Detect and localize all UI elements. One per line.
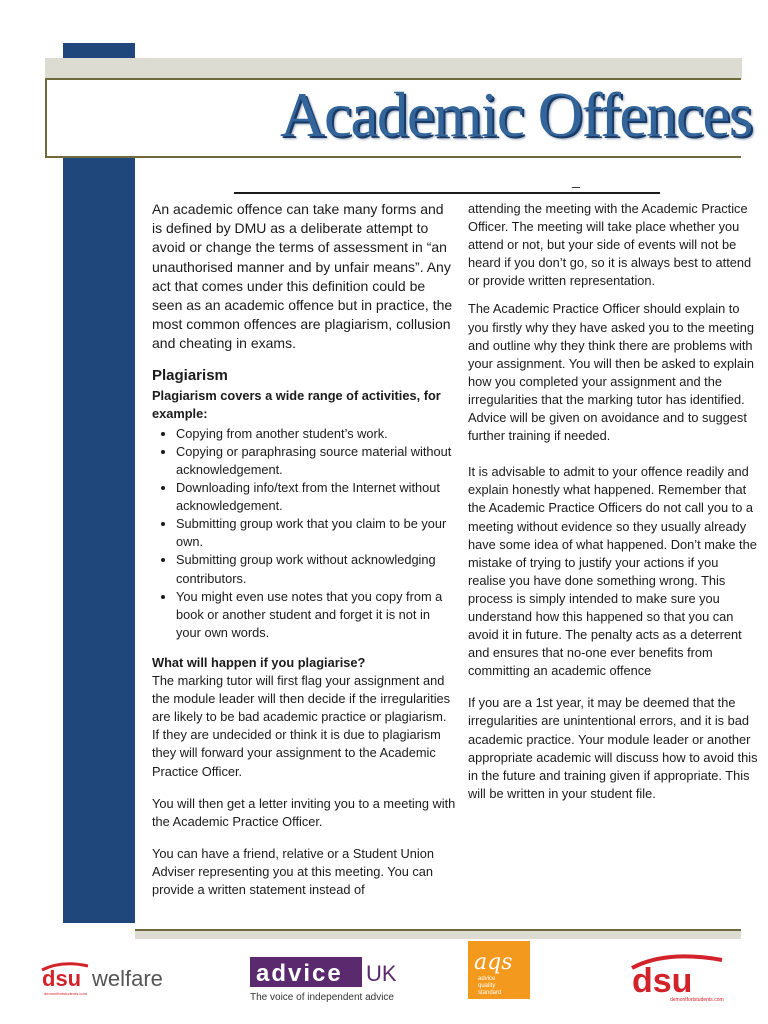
list-item: • You might even use notes that you copy from a book or another student and forget it is not in your own words. (176, 588, 457, 642)
aqs-line: quality (478, 983, 496, 989)
aqs-mark: aqs (474, 950, 513, 975)
left-paragraph-3: You can have a friend, relative or a Student Union Adviser representing you at this meeting. You can provide a written statement instead of (152, 845, 434, 897)
bottom-strip (135, 931, 741, 939)
left-paragraph-2: You will then get a letter inviting you to a meeting with the Academic Practice Officer. (152, 795, 456, 829)
welfare-mark: welfare (92, 966, 163, 991)
right-paragraph-2: The Academic Practice Officer should explain to you firstly why they have asked you to the meeting and outline why they think there are problems with your assignment. You will then be asked to explain how you completed your assignment and the irregularities that the marking tutor has identified. Advice will be given on avoidance and to suggest further training if needed. (468, 301, 754, 444)
list-item: • Submitting group work without acknowledging contributors. (176, 551, 457, 587)
list-item: • Copying from another student’s work. (176, 425, 457, 443)
what-happens-heading: What will happen if you plagiarise? (152, 654, 366, 670)
intro-paragraph: An academic offence can take many forms and is defined by DMU as a deliberate attempt to avoid or change the terms of assessment in “an unauthorised manner and by unfair means”. Any act that comes under this definition could be seen as an academic offence but in practice, the most common offences are plagiarism, collusion and cheating in exams. (152, 201, 453, 352)
right-paragraph-4: If you are a 1st year, it may be deemed that the irregularities are unintentional errors, and it is bad academic practice. Your module leader or another appropriate academic will discuss how to avoid this in the future and training given if appropriate. This will be written in your student file. (468, 695, 758, 801)
dsu-logo (626, 952, 734, 1004)
advice-uk-logo (248, 955, 398, 1003)
title-rule (234, 192, 660, 194)
advice-mark: advice (256, 960, 343, 987)
dsu-welfare-logo (38, 958, 188, 998)
plagiarism-heading: Plagiarism (152, 366, 228, 384)
advice-tagline: The voice of independent advice (250, 992, 394, 1003)
right-paragraph-1: attending the meeting with the Academic Practice Officer. The meeting will take place whether you attend or not, but your side of events will not be heard if you don’t go, so it is always best to attend or provide written representation. (468, 201, 752, 289)
title-dash: _ (572, 172, 580, 188)
uk-mark: UK (366, 961, 397, 986)
page-title: Academic Offences (280, 80, 752, 150)
dsu-welfare-url: demontfortstudents.com (44, 991, 87, 996)
dsu-mark: dsu (632, 962, 693, 1000)
dsu-mark: dsu (42, 966, 82, 991)
plagiarism-list (152, 425, 457, 642)
plagiarism-lead: Plagiarism covers a wide range of activities, for example: (152, 387, 441, 421)
dsu-url: demontfortstudents.com (670, 997, 724, 1003)
list-item: • Copying or paraphrasing source material without acknowledgement. (176, 443, 457, 479)
list-item: • Downloading info/text from the Internet without acknowledgement. (176, 479, 457, 515)
aqs-logo (468, 941, 530, 999)
side-bar (63, 43, 135, 923)
list-item: • Submitting group work that you claim to be your own. (176, 515, 457, 551)
right-paragraph-3: It is advisable to admit to your offence readily and explain honestly what happened. Remember that the Academic Practice Officers do not call you to a meeting without evidence so they usually already have some idea of what happened. Don’t make the mistake of trying to justify your actions if you realise you have done something wrong. This process is simply intended to make sure you understand how this happened so that you can avoid it in future. The penalty acts as a deterrent and ensures that no-one ever benefits from committing an academic offence (468, 464, 757, 679)
left-column (152, 200, 457, 913)
left-paragraph-1: The marking tutor will first flag your assignment and the module leader will then decide if the irregularities are likely to be bad academic practice or plagiarism. If they are undecided or think it is due to plagiarism they will forward your assignment to the Academic Practice Officer. (152, 673, 451, 779)
aqs-line: advice (478, 976, 496, 982)
top-strip (45, 58, 742, 78)
aqs-line: standard (478, 990, 502, 996)
right-column (468, 200, 758, 817)
